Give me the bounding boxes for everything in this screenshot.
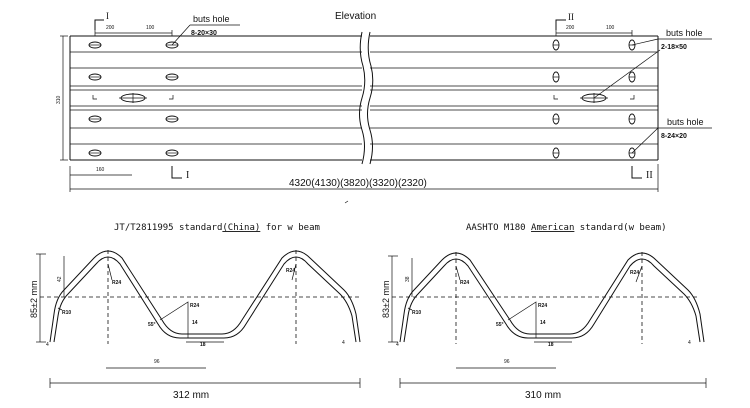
- dimension-label: standard(w beam): [574, 223, 667, 233]
- dimension-label: II: [646, 170, 653, 181]
- bottom-dimensions: [70, 164, 658, 203]
- dimension-label: 83±2 mm: [381, 280, 391, 318]
- dimension-label: I: [106, 11, 109, 21]
- beam-outline: [70, 32, 658, 164]
- dimension-label: 96: [504, 359, 510, 365]
- dimension-label: 4: [46, 342, 49, 348]
- dimension-label: buts hole: [193, 14, 230, 24]
- dimension-label: 55°: [148, 322, 156, 328]
- dimension-label: II: [568, 12, 574, 22]
- dimension-label: I: [186, 170, 190, 181]
- dimension-label: for w beam: [260, 223, 320, 233]
- bolt-holes-left: [89, 42, 178, 156]
- dimension-label: 200: [566, 25, 575, 31]
- dimension-label: (China): [222, 223, 261, 233]
- dimension-label: 14: [540, 320, 546, 326]
- dimension-label: 4: [396, 342, 399, 348]
- dimension-label: R10: [62, 310, 72, 316]
- overall-length-label: 4320(4130)(3820)(3320)(2320): [289, 178, 427, 189]
- dimension-label: 2-18×50: [661, 44, 687, 51]
- dimension-label: JT/T2811995 standard: [114, 223, 223, 233]
- dimension-label: 4: [342, 340, 345, 346]
- beam-profile-outer: [54, 257, 356, 342]
- dimension-label: R24: [112, 280, 122, 286]
- elevation-title: Elevation: [335, 11, 377, 22]
- annotation-holes-top-left: [172, 14, 240, 45]
- dimension-label: 8-20×30: [191, 30, 217, 37]
- dimension-label: 312 mm: [173, 390, 210, 401]
- dimension-label: American: [531, 223, 575, 233]
- dimension-label: 200: [106, 25, 115, 31]
- dimension-label: 100: [146, 25, 155, 31]
- dimension-label: AASHTO M180: [466, 223, 532, 233]
- section-marker-left-top: [95, 11, 172, 36]
- dimension-label: buts hole: [667, 117, 704, 127]
- bolt-holes-right: [553, 40, 635, 158]
- profile-aashto-title: [466, 223, 667, 233]
- profile-aashto: [381, 223, 706, 401]
- dimension-label: 100: [606, 25, 615, 31]
- dimension-label: 85±2 mm: [29, 280, 39, 318]
- dimension-label: R24: [460, 280, 470, 286]
- dimension-label: R24: [190, 303, 200, 309]
- dimension-label: 55°: [496, 322, 504, 328]
- dimension-label: buts hole: [666, 28, 703, 38]
- annotation-holes-right-2: [632, 117, 712, 153]
- dimension-label: 38: [405, 276, 411, 282]
- dimension-label: 8-24×20: [661, 133, 687, 140]
- beam-profile-inner: [400, 253, 704, 342]
- profile-china-title: [114, 223, 320, 233]
- dimension-label: 160: [96, 167, 105, 173]
- elevation-view: [56, 11, 712, 203]
- height-dimension: [56, 36, 68, 160]
- dimension-label: 18: [548, 342, 554, 348]
- dimension-label: 310 mm: [525, 390, 562, 401]
- profile-china: [29, 223, 360, 401]
- dimension-label: R24: [286, 268, 296, 274]
- beam-profile-outer: [404, 259, 700, 342]
- dimension-label: R10: [412, 310, 422, 316]
- dimension-label: 4: [688, 340, 691, 346]
- beam-profile-inner: [50, 251, 360, 342]
- dimension-label: 14: [192, 320, 198, 326]
- dimension-label: 42: [57, 276, 63, 282]
- dimension-label: R24: [538, 303, 548, 309]
- dimension-label: R24: [630, 270, 640, 276]
- dimension-label: 18: [200, 342, 206, 348]
- dimension-label: 96: [154, 359, 160, 365]
- dimension-label: 310: [56, 95, 62, 104]
- section-marker-right-top: [556, 12, 632, 36]
- annotation-holes-right-1: [594, 28, 712, 98]
